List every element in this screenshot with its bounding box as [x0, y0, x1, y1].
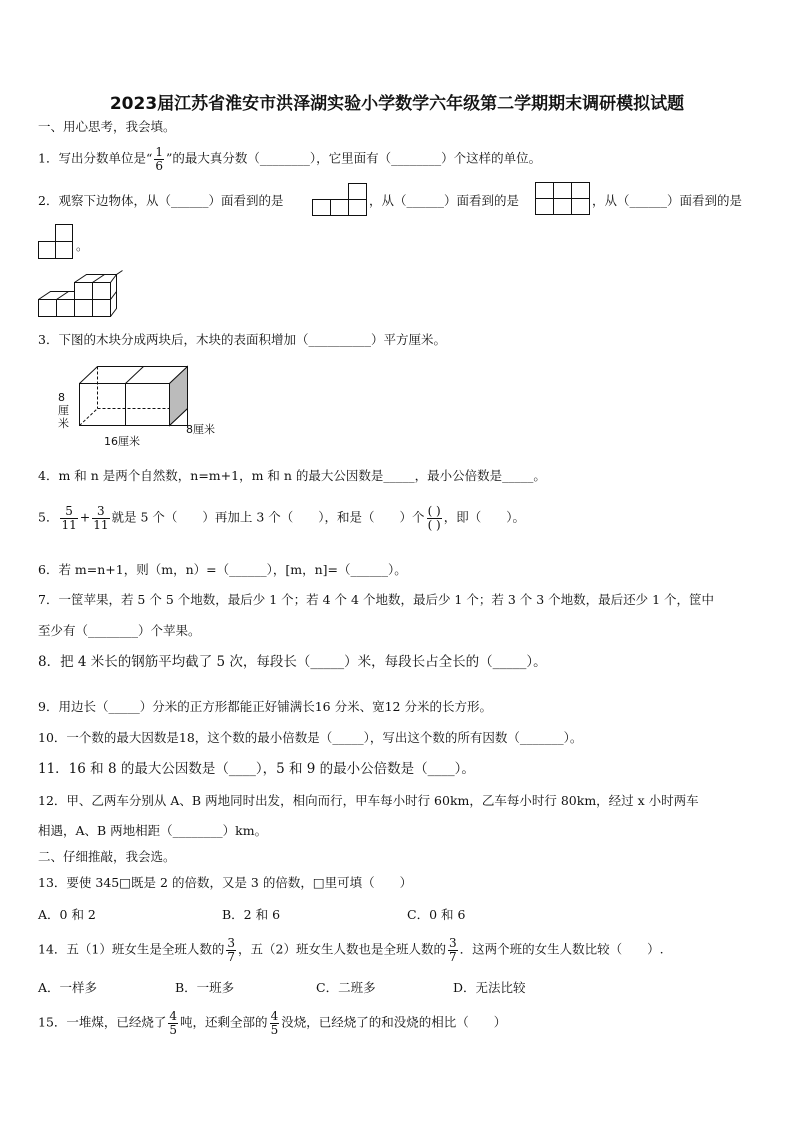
option-14-b[interactable]: B．一班多	[175, 980, 235, 995]
question-6: 6．若 m=n+1，则（m，n）=（______），[m，n]=（______）。	[38, 562, 407, 577]
question-11: 11．16 和 8 的最大公因数是（____），5 和 9 的最小公倍数是（____）。	[38, 761, 475, 777]
question-10: 10．一个数的最大因数是18，这个数的最小倍数是（_____），写出这个数的所有因数（_______）。	[38, 730, 583, 745]
question-1: 1．写出分数单位是“ $\frac{1}{6}$ ”的最大真分数（________），它里面有（________）个这样的单位。	[38, 145, 542, 173]
question-2-part-c: ，从（______）面看到的是	[592, 193, 743, 208]
question-4: 4．m 和 n 是两个自然数，n=m+1，m 和 n 的最大公因数是_____，最小公倍数是_____。	[38, 468, 546, 483]
option-14-d[interactable]: D．无法比较	[453, 980, 526, 995]
question-7-line-1: 7．一筐苹果，若 5 个 5 个地数，最后少 1 个；若 4 个 4 个地数，最后少 1 个；若 3 个 3 个地数，最后还少 1 个，筐中	[38, 592, 715, 607]
view-figure-2	[535, 182, 590, 216]
page-title: 2023届江苏省淮安市洪泽湖实验小学数学六年级第二学期期末调研模拟试题	[109, 94, 685, 114]
question-7-line-2: 至少有（________）个苹果。	[38, 623, 201, 638]
question-3: 3．下图的木块分成两块后，木块的表面积增加（__________）平方厘米。	[38, 332, 446, 347]
question-12-line-1: 12．甲、乙两车分别从 A、B 两地同时出发，相向而行，甲车每小时行 60km，乙车每小时行 80km，经过 x 小时两车	[38, 793, 699, 808]
question-2-end: 。	[76, 238, 89, 253]
question-15: 15．一堆煤，已经烧了 $\frac{4}{5}$ 吨，还剩全部的 $\frac{4}{5}$ 没烧，已经烧了的和没烧的相比（ ）	[38, 1009, 507, 1037]
question-2-part-b: ，从（______）面看到的是	[369, 193, 520, 208]
length-label: 16厘米	[104, 435, 140, 448]
option-13-b[interactable]: B．2 和 6	[222, 907, 281, 922]
option-14-c[interactable]: C．二班多	[316, 980, 376, 995]
width-label: 8厘米	[186, 423, 215, 436]
question-2-part-a: 2．观察下边物体，从（______）面看到的是	[38, 193, 284, 208]
cube-stack-figure	[38, 270, 122, 318]
question-13: 13．要使 345□既是 2 的倍数，又是 3 的倍数，□里可填（ ）	[38, 875, 413, 890]
question-5: 5． $\frac{5}{11}$ + $\frac{3}{11}$ 就是 5 个（ ）再加上 3 个（ ），和是（ ）个 $\frac{( )}{( )}$ ，即（ ）。	[38, 504, 526, 532]
option-13-c[interactable]: C．0 和 6	[407, 907, 466, 922]
fraction-one-sixth: $\frac{1}{6}$	[155, 145, 163, 173]
height-label-2: 厘	[58, 404, 69, 417]
question-9: 9．用边长（_____）分米的正方形都能正好铺满长16 分米、宽12 分米的长方形。	[38, 699, 492, 714]
view-figure-3	[38, 224, 78, 260]
question-8: 8．把 4 米长的钢筋平均截了 5 次，每段长（_____）米，每段长占全长的（_____）。	[38, 654, 547, 670]
height-label-3: 米	[58, 417, 69, 430]
height-label-1: 8	[58, 391, 65, 404]
view-figure-1	[312, 182, 367, 216]
wood-block-figure	[55, 362, 225, 450]
question-12-line-2: 相遇，A、B 两地相距（________）km。	[38, 823, 268, 838]
question-14: 14．五（1）班女生是全班人数的 $\frac{3}{7}$ ，五（2）班女生人数也是全班人数的 $\frac{3}{7}$ ．这两个班的女生人数比较（ ）.	[38, 936, 664, 964]
section-1-heading: 一、用心思考，我会填。	[38, 119, 176, 134]
section-2-heading: 二、仔细推敲，我会选。	[38, 849, 176, 864]
option-14-a[interactable]: A．一样多	[38, 980, 98, 995]
option-13-a[interactable]: A．0 和 2	[38, 907, 96, 922]
